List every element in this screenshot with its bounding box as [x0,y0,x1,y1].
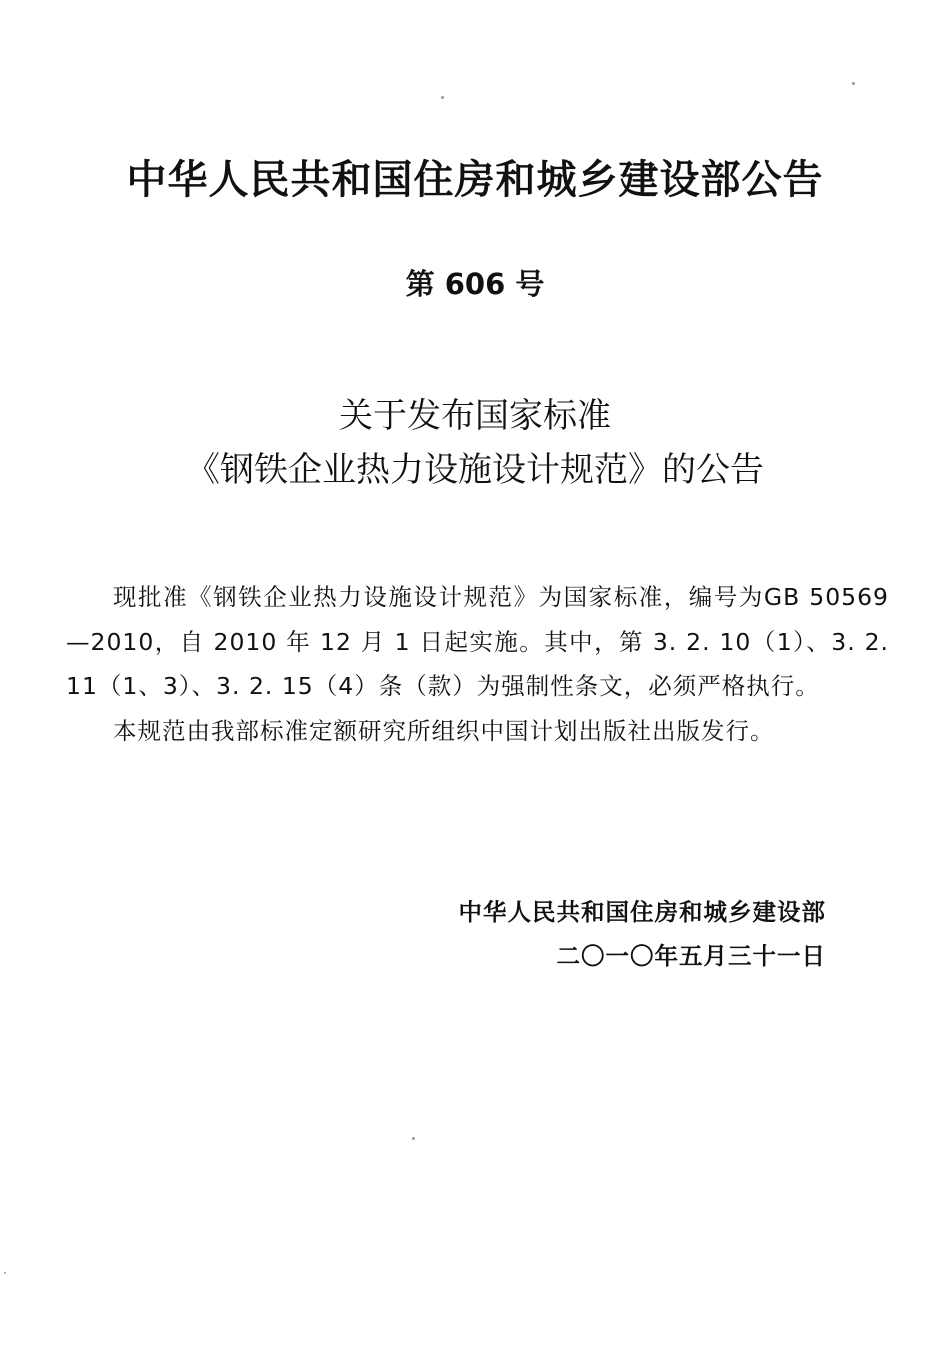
announcement-body [66,575,889,753]
announcement-number: 第 606 号 [405,267,545,301]
scan-speck [441,96,444,99]
body-paragraph-approval: 现批准《钢铁企业热力设施设计规范》为国家标准，编号为GB 50569—2010，自 2010 年 12 月 1 日起实施。其中，第 3. 2. 10（1）、3. 2. 11（1、3）、3. 2. 15（4）条（款）为强制性条文，必须严格执行。 [66,583,889,700]
issuer-title: 中华人民共和国住房和城乡建设部公告 [126,157,824,203]
body-paragraph-publication: 本规范由我部标准定额研究所组织中国计划出版社出版发行。 [113,716,775,745]
announcement-subtitle-line2: 《钢铁企业热力设施设计规范》的公告 [186,450,764,490]
announcement-subtitle-line1: 关于发布国家标准 [339,396,611,436]
signature-date: 二〇一〇年五月三十一日 [556,942,826,970]
scan-speck [412,1137,415,1140]
signature-organization: 中华人民共和国住房和城乡建设部 [458,898,826,926]
scan-speck [4,1272,6,1274]
scan-speck [852,82,855,85]
